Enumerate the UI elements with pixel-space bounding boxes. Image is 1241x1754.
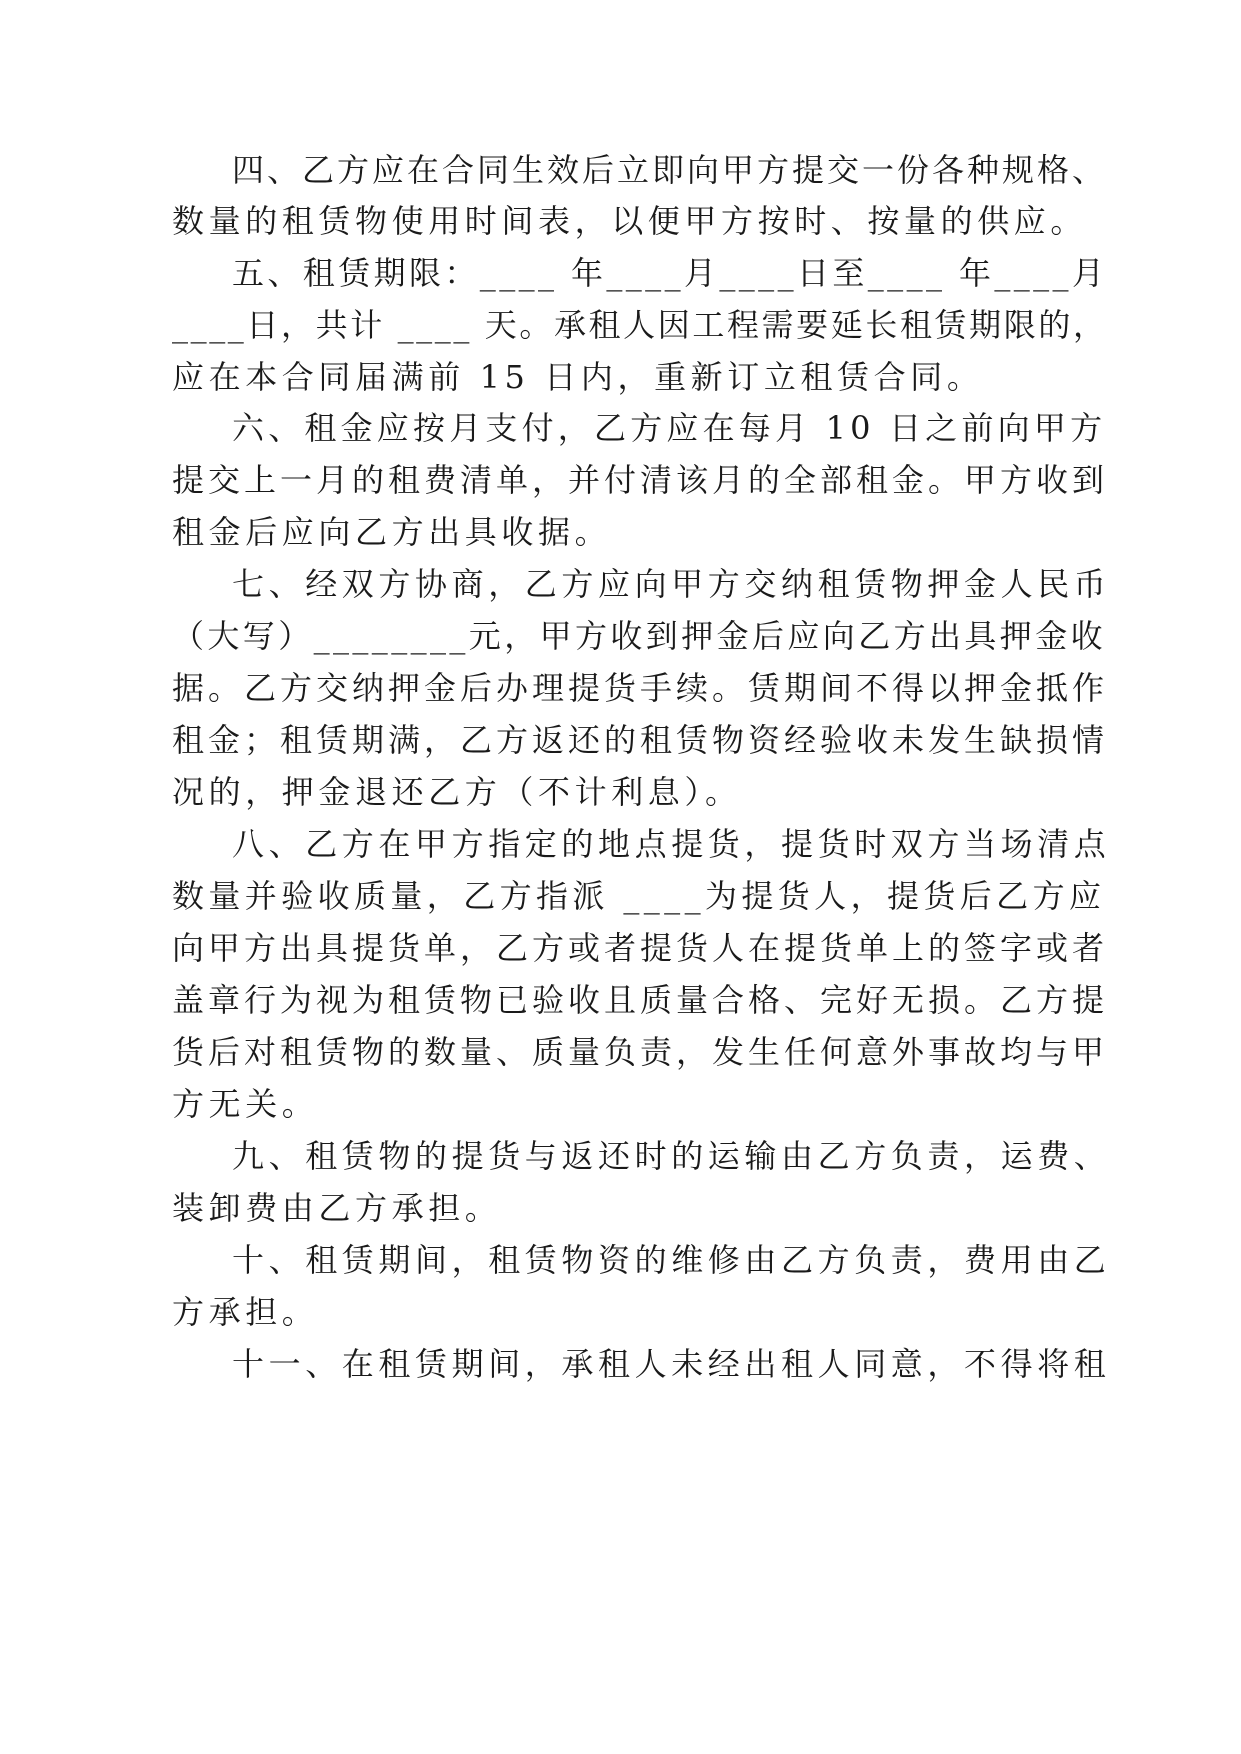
clause-7-line-2: （大写）________元，甲方收到押金后应向乙方出具押金收 — [172, 617, 1107, 655]
clause-6-line-2: 提交上一月的租费清单，并付清该月的全部租金。甲方收到 — [172, 461, 1109, 499]
clause-7-line-4: 租金；租赁期满，乙方返还的租赁物资经验收未发生缺损情 — [172, 721, 1109, 759]
clause-8-line-3: 向甲方出具提货单，乙方或者提货人在提货单上的签字或者 — [172, 929, 1109, 967]
clause-8-line-2: 数量并验收质量，乙方指派 ____为提货人，提货后乙方应 — [172, 877, 1106, 915]
clause-8-line-6: 方无关。 — [172, 1085, 319, 1123]
clause-7-line-5: 况的，押金退还乙方（不计利息）。 — [172, 773, 742, 811]
clause-11-line-1: 十一、在租赁期间，承租人未经出租人同意，不得将租 — [232, 1345, 1111, 1383]
clause-7-line-1: 七、经双方协商，乙方应向甲方交纳租赁物押金人民币 — [232, 565, 1111, 603]
clause-6-line-3: 租金后应向乙方出具收据。 — [172, 513, 612, 551]
clause-4-line-2: 数量的租赁物使用时间表，以便甲方按时、按量的供应。 — [172, 202, 1088, 240]
clause-8-line-5: 货后对租赁物的数量、质量负责，发生任何意外事故均与甲 — [172, 1033, 1109, 1071]
clause-6-line-1: 六、租金应按月支付，乙方应在每月 10 日之前向甲方 — [232, 409, 1107, 447]
clause-8-line-4: 盖章行为视为租赁物已验收且质量合格、完好无损。乙方提 — [172, 981, 1109, 1019]
clause-5-line-1: 五、租赁期限：____ 年____月____日至____ 年____月 — [232, 254, 1108, 292]
clause-10-line-1: 十、租赁期间，租赁物资的维修由乙方负责，费用由乙 — [232, 1241, 1111, 1279]
clause-5-line-3: 应在本合同届满前 15 日内，重新订立租赁合同。 — [172, 358, 984, 396]
clause-7-line-3: 据。乙方交纳押金后办理提货手续。赁期间不得以押金抵作 — [172, 669, 1109, 707]
clause-9-line-2: 装卸费由乙方承担。 — [172, 1189, 502, 1227]
clause-8-line-1: 八、乙方在甲方指定的地点提货，提货时双方当场清点 — [232, 825, 1111, 863]
clause-4-line-1: 四、乙方应在合同生效后立即向甲方提交一份各种规格、 — [232, 151, 1108, 189]
clause-5-line-2: ____日，共计 ____ 天。承租人因工程需要延长租赁期限的， — [172, 306, 1108, 344]
clause-9-line-1: 九、租赁物的提货与返还时的运输由乙方负责，运费、 — [232, 1137, 1111, 1175]
clause-10-line-2: 方承担。 — [172, 1293, 319, 1331]
